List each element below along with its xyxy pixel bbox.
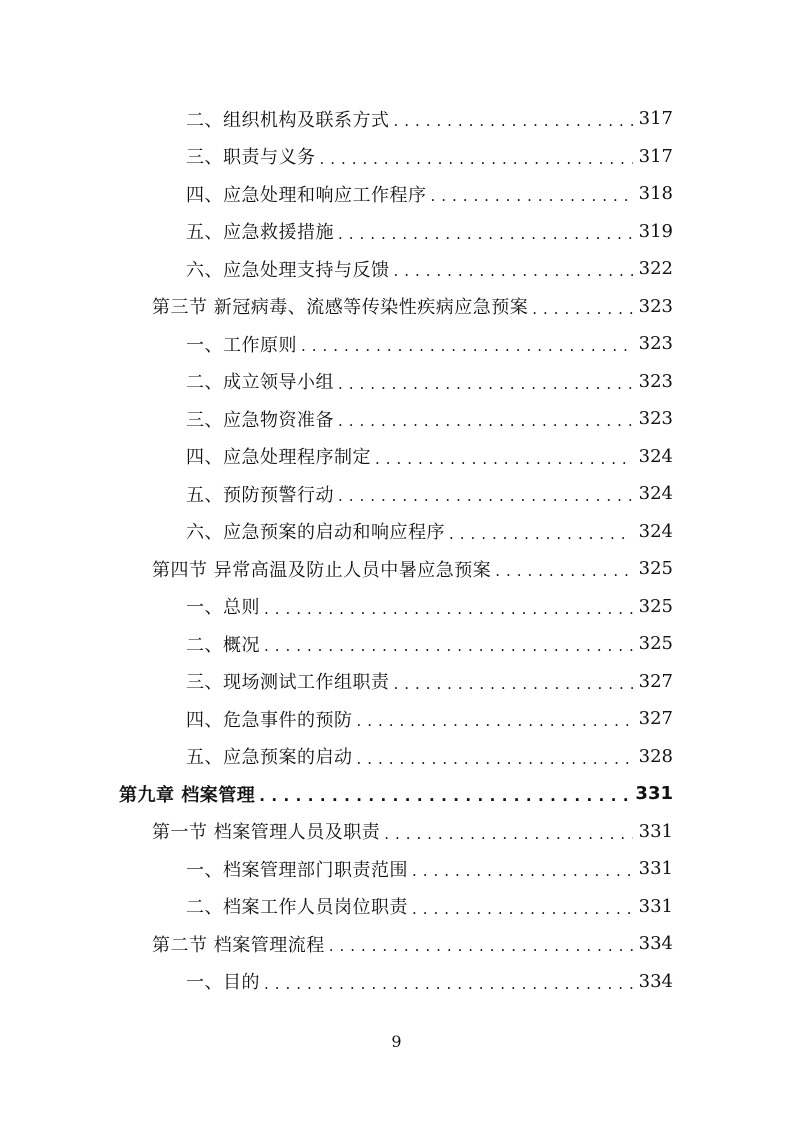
toc-entry[interactable]	[0, 288, 793, 326]
toc-entry-title: 四、应急处理程序制定	[186, 447, 371, 469]
toc-entry-title: 一、档案管理部门职责范围	[186, 859, 408, 881]
toc-entry[interactable]	[0, 138, 793, 176]
toc-entry[interactable]	[0, 250, 793, 288]
toc-entry-title: 二、成立领导小组	[186, 372, 334, 394]
table-of-contents	[0, 100, 793, 1000]
toc-entry-page: 324	[638, 483, 673, 505]
toc-entry-page: 334	[638, 970, 673, 992]
toc-entry[interactable]	[0, 100, 793, 138]
toc-dot-leader	[264, 971, 633, 992]
toc-entry-page: 323	[638, 295, 673, 317]
toc-entry-page: 331	[638, 895, 673, 917]
toc-entry[interactable]	[0, 475, 793, 513]
toc-entry-page: 319	[638, 220, 673, 242]
toc-entry[interactable]	[0, 775, 793, 813]
toc-entry[interactable]	[0, 175, 793, 213]
toc-dot-leader	[384, 821, 632, 842]
toc-entry-title: 五、预防预警行动	[186, 484, 334, 506]
toc-dot-leader	[449, 521, 633, 542]
toc-entry[interactable]	[0, 513, 793, 551]
toc-dot-leader	[338, 408, 633, 429]
toc-entry[interactable]	[0, 925, 793, 963]
toc-entry-title: 六、应急预案的启动和响应程序	[186, 522, 445, 544]
toc-entry[interactable]	[0, 700, 793, 738]
toc-entry-title: 二、概况	[186, 634, 260, 656]
toc-entry[interactable]	[0, 888, 793, 926]
toc-entry[interactable]	[0, 438, 793, 476]
toc-entry[interactable]	[0, 625, 793, 663]
toc-entry[interactable]	[0, 850, 793, 888]
toc-entry-page: 331	[638, 858, 673, 880]
toc-entry-title: 第三节 新冠病毒、流感等传染性疾病应急预案	[152, 297, 529, 319]
toc-entry[interactable]	[0, 400, 793, 438]
toc-entry-page: 325	[638, 633, 673, 655]
toc-entry-page: 317	[638, 145, 673, 167]
toc-entry-title: 四、应急处理和响应工作程序	[186, 184, 427, 206]
toc-entry[interactable]	[0, 963, 793, 1001]
toc-entry[interactable]	[0, 588, 793, 626]
toc-dot-leader	[259, 783, 629, 804]
toc-entry[interactable]	[0, 325, 793, 363]
toc-entry[interactable]	[0, 550, 793, 588]
toc-entry-page: 327	[638, 670, 673, 692]
toc-entry-title: 二、组织机构及联系方式	[186, 109, 390, 131]
toc-entry[interactable]	[0, 738, 793, 776]
toc-dot-leader	[394, 671, 633, 692]
toc-entry-page: 331	[635, 783, 673, 805]
toc-dot-leader	[357, 746, 633, 767]
toc-entry-title: 第二节 档案管理流程	[152, 934, 325, 956]
toc-entry-page: 324	[638, 445, 673, 467]
toc-dot-leader	[264, 596, 633, 617]
toc-entry-page: 323	[638, 408, 673, 430]
toc-entry[interactable]	[0, 813, 793, 851]
toc-entry-title: 第四节 异常高温及防止人员中暑应急预案	[152, 559, 492, 581]
toc-entry-title: 四、危急事件的预防	[186, 709, 353, 731]
toc-dot-leader	[532, 296, 632, 317]
toc-dot-leader	[394, 108, 633, 129]
toc-entry-page: 323	[638, 333, 673, 355]
toc-entry-page: 324	[638, 520, 673, 542]
toc-entry-title: 一、工作原则	[186, 334, 297, 356]
toc-dot-leader	[338, 221, 633, 242]
toc-dot-leader	[412, 858, 633, 879]
toc-dot-leader	[495, 558, 632, 579]
toc-entry-page: 323	[638, 370, 673, 392]
toc-entry-title: 一、目的	[186, 972, 260, 994]
toc-entry-title: 第一节 档案管理人员及职责	[152, 822, 381, 844]
toc-dot-leader	[301, 333, 633, 354]
toc-entry-title: 三、现场测试工作组职责	[186, 672, 390, 694]
toc-dot-leader	[338, 371, 633, 392]
toc-entry-title: 五、应急救援措施	[186, 222, 334, 244]
toc-entry-page: 325	[638, 558, 673, 580]
toc-entry-title: 二、档案工作人员岗位职责	[186, 897, 408, 919]
toc-entry-page: 331	[638, 820, 673, 842]
toc-entry-title: 五、应急预案的启动	[186, 747, 353, 769]
toc-dot-leader	[412, 896, 633, 917]
toc-entry-title: 六、应急处理支持与反馈	[186, 259, 390, 281]
toc-entry[interactable]	[0, 363, 793, 401]
toc-entry-title: 三、职责与义务	[186, 147, 316, 169]
toc-entry-page: 322	[638, 258, 673, 280]
page-number: 9	[391, 1032, 402, 1051]
toc-entry-title: 三、应急物资准备	[186, 409, 334, 431]
toc-dot-leader	[329, 933, 633, 954]
toc-dot-leader	[375, 446, 633, 467]
toc-dot-leader	[338, 483, 633, 504]
toc-entry-title: 一、总则	[186, 597, 260, 619]
toc-dot-leader	[431, 183, 633, 204]
toc-entry-page: 317	[638, 108, 673, 130]
toc-dot-leader	[357, 708, 633, 729]
toc-dot-leader	[320, 146, 633, 167]
toc-dot-leader	[264, 633, 633, 654]
toc-entry[interactable]	[0, 663, 793, 701]
toc-entry-title: 第九章 档案管理	[119, 784, 256, 806]
toc-entry[interactable]	[0, 213, 793, 251]
toc-entry-page: 325	[638, 595, 673, 617]
toc-entry-page: 334	[638, 933, 673, 955]
toc-entry-page: 318	[638, 183, 673, 205]
toc-entry-page: 328	[638, 745, 673, 767]
toc-dot-leader	[394, 258, 633, 279]
toc-entry-page: 327	[638, 708, 673, 730]
